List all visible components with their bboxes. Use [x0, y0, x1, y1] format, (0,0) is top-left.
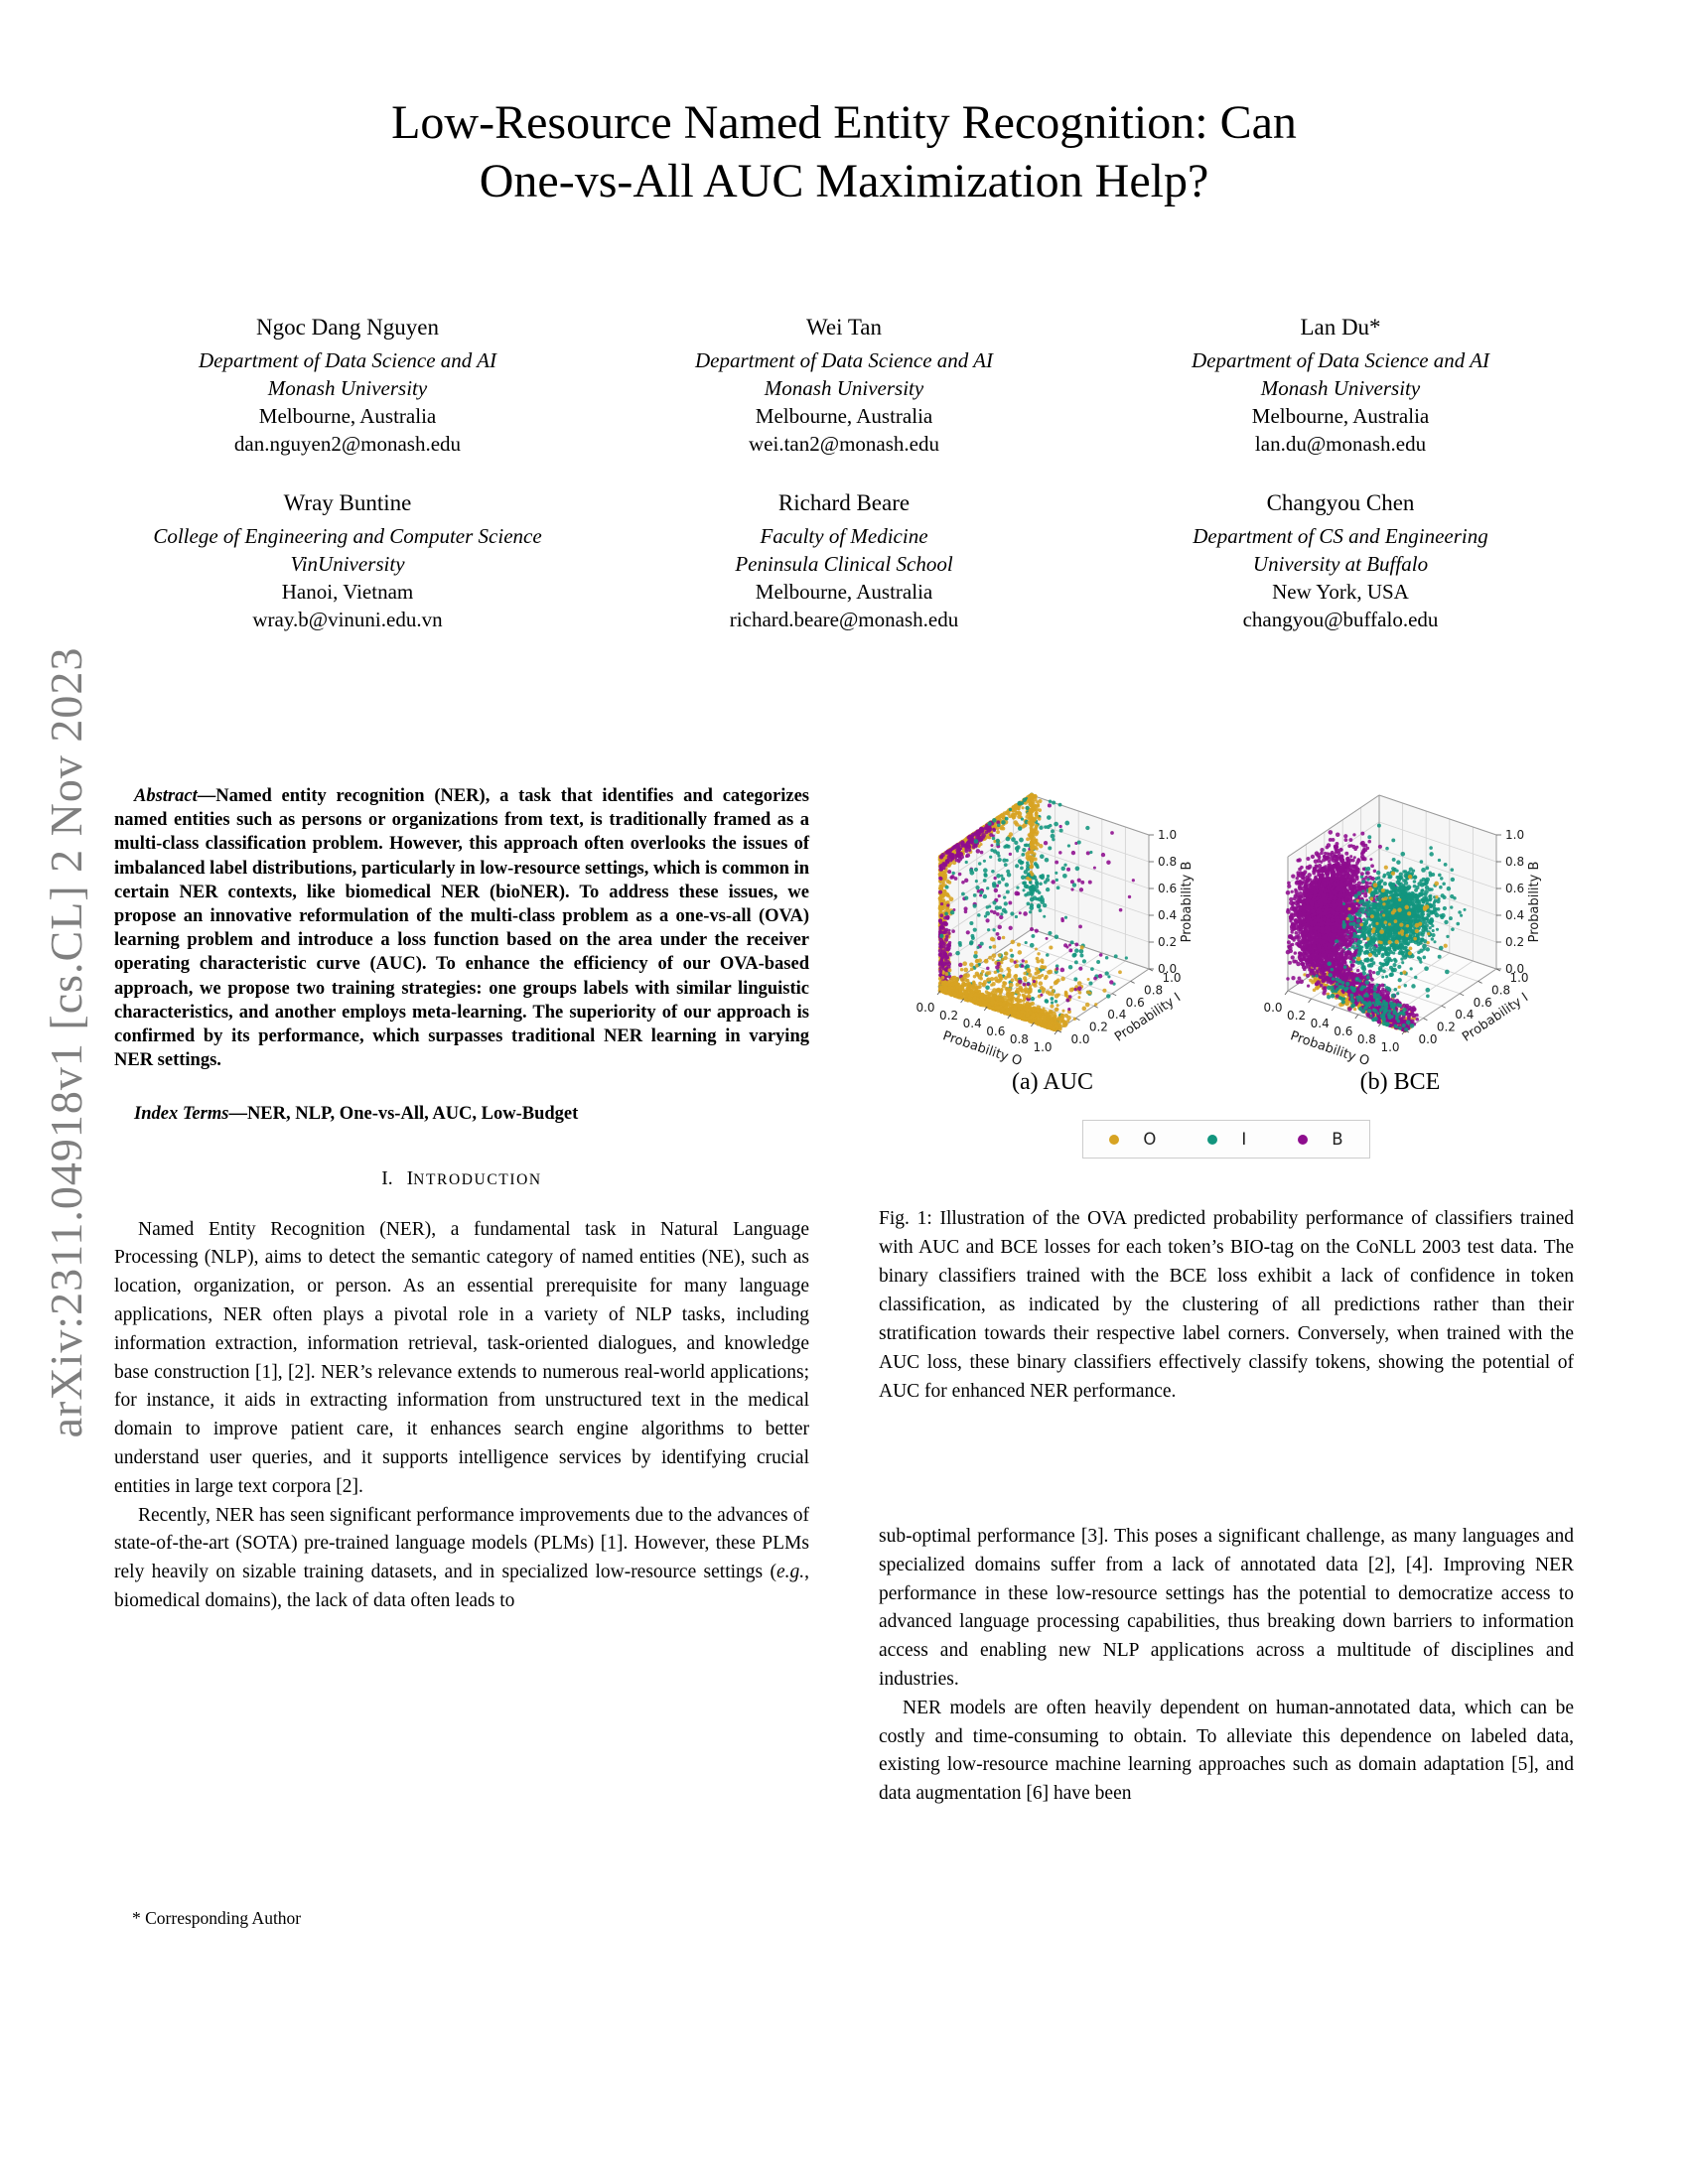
section-word-rest: NTRODUCTION [413, 1170, 542, 1188]
author-location: Melbourne, Australia [1251, 404, 1430, 428]
legend-dot-O [1109, 1135, 1119, 1145]
author-email: wray.b@vinuni.edu.vn [252, 608, 443, 631]
author-email: changyou@buffalo.edu [1242, 608, 1439, 631]
author-name: Richard Beare [777, 490, 911, 515]
scatter3d-auc-plot [879, 782, 1226, 1065]
author-department: Department of Data Science and AI [695, 348, 993, 372]
author-department: Faculty of Medicine [760, 524, 928, 548]
corresponding-author-footnote: * Corresponding Author [132, 1908, 302, 1928]
author-block [1092, 314, 1589, 458]
author-block [99, 489, 596, 633]
figure-subcaptions [879, 1069, 1574, 1096]
figure-legend [1082, 1120, 1369, 1159]
author-name: Wei Tan [806, 315, 882, 340]
author-location: Melbourne, Australia [755, 404, 933, 428]
figure-caption-lead: Fig. 1: [879, 1208, 932, 1229]
figure-caption [879, 1204, 1574, 1406]
right-column [879, 782, 1574, 1809]
author-name: Changyou Chen [1266, 490, 1415, 515]
index-terms-paragraph [114, 1102, 809, 1126]
author-institution: VinUniversity [290, 552, 405, 576]
author-institution: Monash University [764, 376, 924, 400]
subcaption-a: (a) AUC [1012, 1069, 1093, 1095]
paper-title-line1: Low-Resource Named Entity Recognition: Can [391, 96, 1297, 149]
intro-paragraph-2-eg: e.g. [775, 1562, 805, 1583]
legend-label-B: B [1332, 1130, 1343, 1149]
legend-item-O [1109, 1130, 1156, 1149]
author-email: dan.nguyen2@monash.edu [233, 432, 462, 456]
author-name: Wray Buntine [283, 490, 412, 515]
abstract-lead: Abstract [134, 786, 198, 806]
intro-paragraph-2-pre: Recently, NER has seen significant performance improvements due to the advances of state-of-the-art (SOTA) pre-trained language models (PLMs) [1]. However, these PLMs rely heavily on sizable training datasets, and in specialized low-resource settings ( [114, 1504, 809, 1583]
legend-item-I [1207, 1130, 1246, 1149]
author-institution: University at Buffalo [1252, 552, 1429, 576]
author-name: Ngoc Dang Nguyen [256, 315, 439, 340]
arxiv-watermark: arXiv:2311.04918v1 [cs.CL] 2 Nov 2023 [41, 646, 91, 1438]
legend-dot-B [1298, 1135, 1308, 1145]
author-block [596, 489, 1092, 633]
intro-paragraph-2 [114, 1502, 809, 1616]
right-paragraph-2: NER models are often heavily dependent on human-annotated data, which can be costly and time-consuming to obtain. To alleviate this dependence on labeled data, existing low-resource machine learning approaches such as domain adaptation [5], and data augmentation [6] have been [879, 1697, 1574, 1805]
subcaption-b: (b) BCE [1359, 1069, 1441, 1095]
author-department: Department of Data Science and AI [199, 348, 496, 372]
figure-caption-text: Illustration of the OVA predicted probability performance of classifiers trained with AUC and BCE losses for each token’s BIO-tag on the CoNLL 2003 test data. The binary classifiers trained with the BCE loss exhibit a lack of confidence in token classification, as indicated by the clustering of all predictions rather than their stratification towards their respective label corners. Conversely, when trained with the AUC loss, these binary classifiers effectively classify tokens, showing the potential of AUC for enhanced NER performance. [879, 1208, 1575, 1402]
left-column [114, 784, 809, 1616]
author-department: Department of CS and Engineering [1193, 524, 1488, 548]
paper-title-line2: One-vs-All AUC Maximization Help? [479, 155, 1209, 207]
author-location: Hanoi, Vietnam [281, 580, 414, 604]
author-location: Melbourne, Australia [258, 404, 437, 428]
legend-item-B [1298, 1130, 1342, 1149]
index-terms-text: —NER, NLP, One-vs-All, AUC, Low-Budget [228, 1104, 579, 1125]
author-department: Department of Data Science and AI [1192, 348, 1489, 372]
index-terms-lead: Index Terms [134, 1104, 229, 1125]
author-location: New York, USA [1272, 580, 1409, 604]
author-name: Lan Du* [1300, 315, 1381, 340]
abstract-text: —Named entity recognition (NER), a task that identifies and categorizes named entities such as persons or organizations from text, is traditionally framed as a multi-class classification problem. However, this approach often overlooks the issues of imbalanced label distributions, particularly in low-resource settings, which is common in certain NER contexts, like biomedical NER (bioNER). To address these issues, we propose an innovative reformulation of the multi-class problem as a one-vs-all (OVA) learning problem and introduce a loss function based on the area under the receiver operating characteristic curve (AUC). To enhance the efficiency of our OVA-based approach, we propose two training strategies: one groups labels with similar linguistic characteristics, and another employs meta-learning. The superiority of our approach is confirmed by its performance, which surpasses traditional NER learning in varying NER settings. [114, 786, 809, 1071]
legend-dot-I [1207, 1135, 1217, 1145]
author-email: richard.beare@monash.edu [729, 608, 959, 631]
author-institution: Peninsula Clinical School [735, 552, 953, 576]
right-paragraph-1: sub-optimal performance [3]. This poses a significant challenge, as many languages and specialized domains suffer from a lack of annotated data [2], [4]. Improving NER performance in these low-resource settings has the potential to democratize access to advanced language processing capabilities, thus breaking down barriers to information access and enabling new NLP applications across a multitude of disciplines and industries. [879, 1526, 1574, 1690]
scatter3d-bce-plot [1226, 782, 1574, 1065]
author-location: Melbourne, Australia [755, 580, 933, 604]
paper-title [0, 93, 1688, 210]
author-email: wei.tan2@monash.edu [749, 432, 939, 456]
author-block [99, 314, 596, 458]
intro-paragraph-2-post: , biomedical domains), the lack of data often leads to [114, 1562, 809, 1611]
author-email: lan.du@monash.edu [1254, 432, 1427, 456]
author-institution: Monash University [1260, 376, 1421, 400]
section-heading-introduction [114, 1168, 809, 1190]
author-department: College of Engineering and Computer Science [153, 524, 542, 548]
figure-1 [879, 782, 1574, 1065]
author-grid [99, 314, 1589, 633]
section-number: I. [381, 1167, 393, 1189]
legend-label-I: I [1241, 1130, 1247, 1149]
legend-label-O: O [1143, 1130, 1157, 1149]
author-institution: Monash University [267, 376, 428, 400]
section-word-initial: I [406, 1167, 414, 1189]
abstract-paragraph [114, 784, 809, 1072]
figure-legend-row [879, 1120, 1574, 1159]
author-block [596, 314, 1092, 458]
intro-paragraph-1: Named Entity Recognition (NER), a fundamental task in Natural Language Processing (NLP), aims to detect the semantic category of named entities (NE), such as location, organization, or person. As an essential prerequisite for many language applications, NER often plays a pivotal role in a variety of NLP tasks, including information extraction, information retrieval, task-oriented dialogues, and knowledge base construction [1], [2]. NER’s relevance extends to numerous real-world applications; for instance, it aids in extracting information from unstructured text in the medical domain to improve patient care, it enhances search engine algorithms to better understand user queries, and it supports intelligence services by identifying crucial entities in large text corpora [2]. [114, 1218, 809, 1497]
author-block [1092, 489, 1589, 633]
